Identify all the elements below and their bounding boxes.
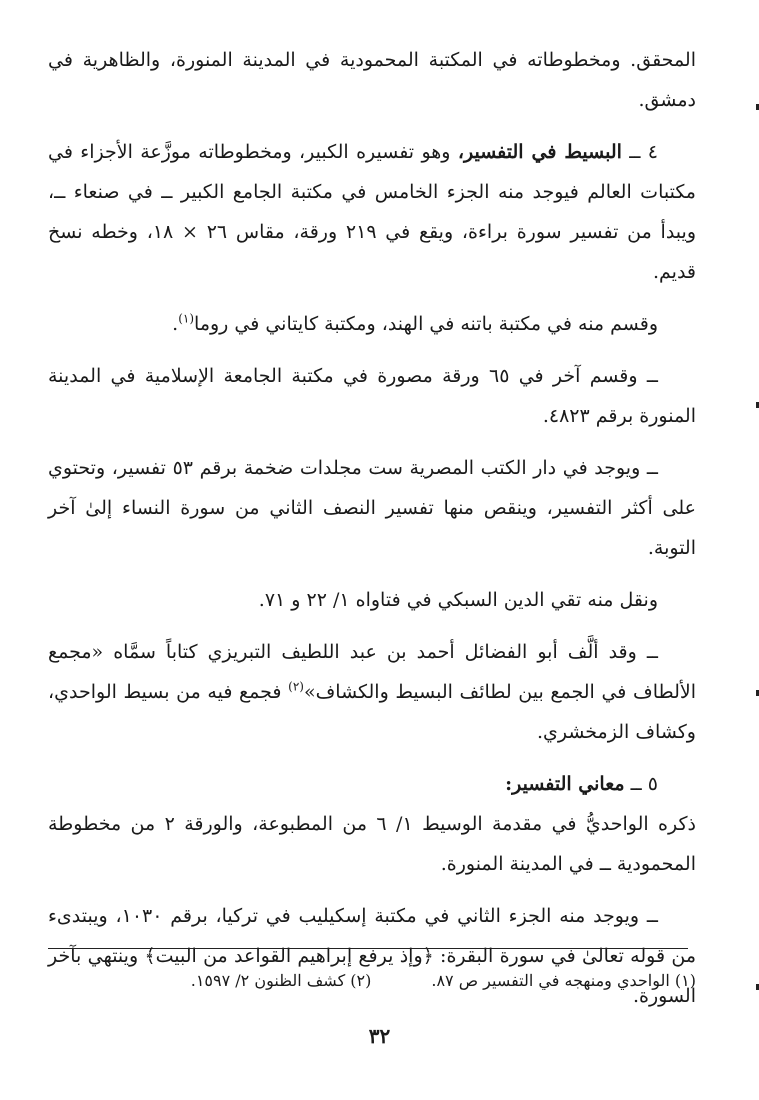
footnote-1: (١) الواحدي ومنهجه في التفسير ص ٨٧.: [431, 971, 696, 990]
paragraph-3-post: .: [172, 313, 179, 335]
paragraph-5-text: ــ ويوجد في دار الكتب المصرية ست مجلدات ضخمة برقم ٥٣ تفسير، وتحتوي على أكثر التفسير، وينقص منها تفسير النصف الثاني من سورة النساء إلىٰ آخر التوبة.: [48, 457, 696, 559]
page-body: [48, 40, 696, 1016]
paragraph-9: [48, 804, 696, 884]
page-number: ٣٢: [368, 1024, 391, 1048]
paragraph-5: [48, 448, 696, 568]
paragraph-8-heading: معاني التفسير:: [505, 773, 625, 795]
paragraph-1: [48, 40, 696, 120]
paragraph-2-text: وهو تفسيره الكبير، ومخطوطاته موزَّعة الأجزاء في مكتبات العالم فيوجد منه الجزء الخامس في مكتبة الجامع الكبير ــ في صنعاء ــ، ويبدأ من تفسير سورة براءة، ويقع في ٢١٩ ورقة، مقاس ٢٦ × ١٨، وخطه نسخ قديم.: [48, 141, 696, 283]
footnote-ref-1: (١): [178, 311, 195, 326]
paragraph-2: [48, 132, 696, 292]
footnote-2: (٢) كشف الظنون ٢/ ١٥٩٧.: [190, 971, 372, 990]
paragraph-9-text: ذكره الواحديُّ في مقدمة الوسيط ١/ ٦ من المطبوعة، والورقة ٢ من مخطوطة المحمودية ــ في المدينة المنورة.: [48, 813, 696, 875]
paragraph-3-text: وقسم منه في مكتبة باتنه في الهند، ومكتبة كايتاني في روما: [194, 313, 658, 335]
footnote-ref-2: (٢): [288, 679, 304, 694]
paragraph-6-text: ونقل منه تقي الدين السبكي في فتاواه ١/ ٢٢ و ٧١.: [258, 589, 658, 611]
footnotes: [120, 968, 696, 994]
paragraph-2-heading: البسيط في التفسير،: [457, 141, 622, 163]
paragraph-7-text: ــ وقد ألَّف أبو الفضائل أحمد بن عبد اللطيف التبريزي كتاباً سمَّاه «مجمع الألطاف في الجمع بين لطائف البسيط والكشاف»: [48, 641, 696, 703]
paragraph-3: [48, 304, 696, 344]
paragraph-8: [48, 764, 696, 804]
paragraph-10: [48, 896, 696, 1016]
paragraph-8-prefix: ٥ ــ: [624, 773, 658, 795]
paragraph-10-text: ــ ويوجد منه الجزء الثاني في مكتبة إسكيليب في تركيا، برقم ١٠٣٠، ويبتدىء من قوله تعالىٰ في سورة البقرة: ﴿وإذ يرفع إبراهيم القواعد من البيت﴾ وينتهي بآخر السورة.: [48, 905, 696, 1007]
paragraph-1-text: المحقق. ومخطوطاته في المكتبة المحمودية في المدينة المنورة، والظاهرية في دمشق.: [48, 49, 696, 111]
paragraph-4: [48, 356, 696, 436]
paragraph-4-text: ــ وقسم آخر في ٦٥ ورقة مصورة في مكتبة الجامعة الإسلامية في المدينة المنورة برقم ٤٨٢٣.: [48, 365, 696, 427]
paragraph-7-post: فجمع فيه من بسيط الواحدي، وكشاف الزمخشري.: [48, 681, 696, 743]
paragraph-6: [48, 580, 696, 620]
paragraph-2-prefix: ٤ ــ: [621, 141, 658, 163]
paragraph-7: [48, 632, 696, 752]
footnote-divider: [48, 948, 688, 949]
